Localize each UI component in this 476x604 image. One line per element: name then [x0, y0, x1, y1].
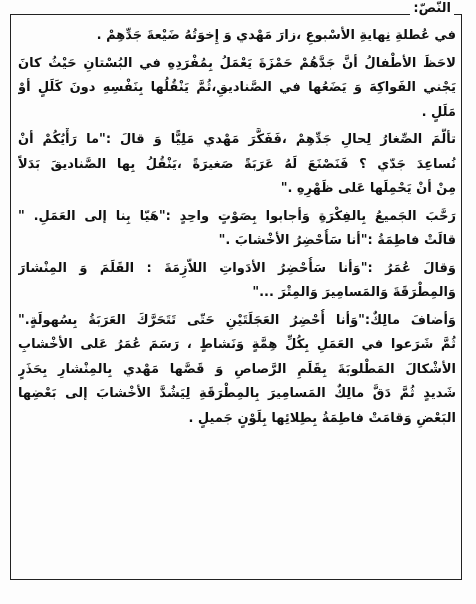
text-line: شَديدٍ ثُمَّ دَقَّ مالِكٌ المَسامِيرَ بِالمِطْرَقَةِ لِيَشُدَّ الأخْشابَ إلى بَعْضِها	[18, 386, 456, 401]
text-line: ثُمَّ شَرَعوا في العَمَلِ بِكُلِّ هِمَّةٍ وَنَشاطٍ ، رَسَمَ عُمَرُ عَلى الأخْشابِ	[18, 337, 456, 352]
text-line: في عُطلةِ نِهايةِ الأسْبوعِ ،زارَ مَهْدي وَ إِخوَتُهُ ضَيْعةَ جَدِّهِمْ .	[96, 28, 456, 43]
paragraph-3	[18, 128, 456, 202]
paragraph-4	[18, 205, 456, 254]
text-line: وَقالَ عُمَرُ :"وَأنا سَأُحْضِرُ الأدَواتِ اللاّزِمَةَ : القَلَمَ وَ المِنْشارَ	[18, 260, 456, 276]
paragraph-6	[18, 309, 456, 432]
text-line: الأشْكالَ المَطْلوبَةَ بِقَلَمِ الرَّصاصِ وَ قَصَّها مَهْدي بِالمِنْشارِ بِحَذَرٍ	[18, 361, 456, 377]
document-title: النّصّ:	[410, 1, 454, 16]
paragraph-1	[18, 24, 456, 49]
text-line: البَعْضِ وَقامَتْ فاطِمَةُ بِطِلائِها بِلَوْنٍ جَميلٍ .	[188, 410, 456, 426]
story-text	[18, 24, 456, 431]
text-line: مِنْ أنْ يَحْمِلَها عَلى ظَهْرِهِ ."	[280, 181, 456, 196]
text-line: لاحَظَ الأطْفالُ أنَّ جَدَّهُمْ حَمْزَةَ يَعْمَلُ بِمُفْرَدِهِ في البُسْتانِ حَيْثُ كانَ	[18, 55, 456, 71]
text-line: تألَّمَ الصِّغارُ لِحالِ جَدِّهِمْ ،فَفَكَّرَ مَهْدي مَلِيًّا وَ قالَ :"ما رَأْيُكُمْ أنْ	[18, 132, 456, 147]
paragraph-2	[18, 52, 456, 126]
text-line: وَأضافَ مالِكٌ:"وَأنا أُحْضِرُ العَجَلَتَيْنِ حَتّى تَتَحَرَّكَ العَرَبَةُ بِسُهولَةٍ."	[18, 312, 456, 328]
text-line: قالَتْ فاطِمَةُ :"أنا سَأُحْضِرُ الأخْشابَ ."	[218, 233, 456, 248]
paragraph-5	[18, 257, 456, 306]
text-line: رَحَّبَ الجَميعُ بِالفِكْرَةِ وَأجابوا بِصَوْتٍ واحِدٍ :"هَيّا بِنا إلى العَمَلِ. "	[18, 208, 456, 224]
text-line: وَالمِطْرَقَةَ وَالمَسامِيرَ وَالمِتْرَ ..."	[252, 285, 456, 300]
text-line: مَلَلٍ .	[421, 104, 456, 120]
text-line: نُساعِدَ جَدّي ؟ فَنَصْنَعَ لَهُ عَرَبَةً صَغيرَةً ،يَنْقُلُ بِها الصَّناديقَ بَدَلاً	[18, 156, 456, 172]
text-line: يَجْني الفَواكِهَ وَ يَضَعُها في الصَّناديقِ،ثُمَّ يَنْقُلُها بِنَفْسِهِ دونَ كَلَلٍ أوْ	[18, 80, 456, 95]
